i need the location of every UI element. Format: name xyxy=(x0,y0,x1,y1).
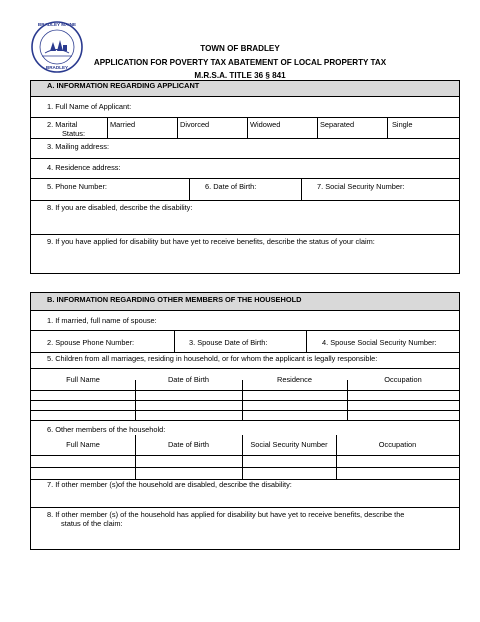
marital-status-label-b: Status: xyxy=(62,129,86,138)
marital-status-label-a: 2. Marital xyxy=(47,120,78,129)
residence-address-field[interactable] xyxy=(31,159,459,179)
others-col-ssn: Social Security Number xyxy=(250,440,328,449)
others-disability-field[interactable] xyxy=(31,480,459,508)
children-question-row xyxy=(31,353,459,369)
other-members-grid xyxy=(31,435,459,480)
ssn-label: 7. Social Security Number: xyxy=(317,182,405,191)
spouse-phone-label: 2. Spouse Phone Number: xyxy=(47,338,135,347)
applicant-name-label: 1. Full Name of Applicant: xyxy=(47,102,132,111)
spouse-ssn-field[interactable] xyxy=(306,331,459,352)
children-entry-row[interactable] xyxy=(31,390,459,400)
marital-option-widowed[interactable]: Widowed xyxy=(250,120,281,129)
date-of-birth-field[interactable] xyxy=(189,179,301,200)
spouse-ssn-label: 4. Spouse Social Security Number: xyxy=(322,338,437,347)
disability-label: 8. If you are disabled, describe the disability: xyxy=(47,203,193,212)
disability-claim-label: 9. If you have applied for disability but have yet to receive benefits, describe the status of your claim: xyxy=(47,237,375,246)
spouse-dob-field[interactable] xyxy=(174,331,306,352)
children-entry-row[interactable] xyxy=(31,410,459,420)
spouse-name-label: 1. If married, full name of spouse: xyxy=(47,316,157,325)
disability-field[interactable] xyxy=(31,201,459,235)
seal-text-bottom: BRADLEY xyxy=(45,65,69,70)
children-col-date-of-birth: Date of Birth xyxy=(167,375,210,384)
marital-option-divorced[interactable]: Divorced xyxy=(180,120,210,129)
other-members-label: 6. Other members of the household: xyxy=(47,425,166,434)
others-col-full-name: Full Name xyxy=(66,440,100,449)
spouse-dob-label: 3. Spouse Date of Birth: xyxy=(189,338,268,347)
spouse-name-field[interactable] xyxy=(31,311,459,331)
children-col-residence: Residence xyxy=(277,375,312,384)
section-b-header xyxy=(31,293,459,311)
other-members-question-row xyxy=(31,421,459,435)
children-entry-row[interactable] xyxy=(31,400,459,410)
children-col-occupation: Occupation xyxy=(384,375,422,384)
others-disability-claim-label-a: 8. If other member (s) of the household has applied for disability but have yet to receive benefits, describe the xyxy=(47,510,405,519)
section-a-table xyxy=(30,80,460,274)
ssn-field[interactable] xyxy=(301,179,459,200)
others-col-occupation: Occupation xyxy=(378,440,417,449)
others-col-date-of-birth: Date of Birth xyxy=(167,440,210,449)
section-b-title: B. INFORMATION REGARDING OTHER MEMBERS OF THE HOUSEHOLD xyxy=(47,295,302,304)
marital-status-row xyxy=(31,118,459,139)
marital-option-single[interactable]: Single xyxy=(392,120,413,129)
section-b-table xyxy=(30,292,460,550)
town-title: TOWN OF BRADLEY xyxy=(200,44,280,53)
marital-option-separated[interactable]: Separated xyxy=(320,120,355,129)
children-col-full-name: Full Name xyxy=(66,375,100,384)
seal-text-top: BRADLEY MAINE xyxy=(37,22,77,27)
contact-row xyxy=(31,179,459,201)
disability-claim-field[interactable] xyxy=(31,235,459,273)
form-title: APPLICATION FOR POVERTY TAX ABATEMENT OF LOCAL PROPERTY TAX xyxy=(93,58,387,67)
phone-number-label: 5. Phone Number: xyxy=(47,182,107,191)
other-members-entry-row[interactable] xyxy=(31,467,459,479)
residence-address-label: 4. Residence address: xyxy=(47,163,121,172)
section-a-title: A. INFORMATION REGARDING APPLICANT xyxy=(47,81,200,90)
phone-number-field[interactable] xyxy=(31,179,189,200)
marital-option-married[interactable]: Married xyxy=(110,120,136,129)
applicant-name-field[interactable] xyxy=(31,97,459,118)
other-members-entry-row[interactable] xyxy=(31,455,459,467)
statute-reference: M.R.S.A. TITLE 36 § 841 xyxy=(194,71,286,80)
mailing-address-field[interactable] xyxy=(31,139,459,159)
children-grid xyxy=(31,369,459,421)
spouse-phone-field[interactable] xyxy=(31,331,174,352)
section-a-header xyxy=(31,81,459,97)
others-disability-claim-field[interactable] xyxy=(31,508,459,549)
mailing-address-label: 3. Mailing address: xyxy=(47,142,110,151)
others-disability-claim-label-b: status of the claim: xyxy=(61,519,123,528)
children-question-label: 5. Children from all marriages, residing in household, or for whom the applicant is legally responsible: xyxy=(47,354,378,363)
others-disability-label: 7. If other member (s)of the household are disabled, describe the disability: xyxy=(47,480,292,489)
date-of-birth-label: 6. Date of Birth: xyxy=(205,182,257,191)
spouse-contact-row xyxy=(31,331,459,353)
